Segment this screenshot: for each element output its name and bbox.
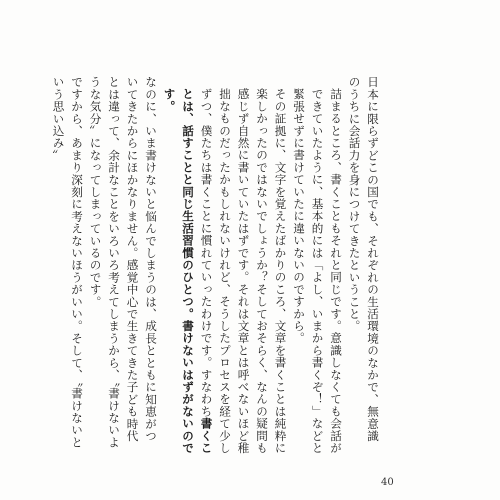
emphasis-text: 書くことは、話すことと同じ生活習慣のひとつ。書けないはずがないのです。: [162, 87, 214, 454]
paragraph-2: 詰まるところ、書くこともそれと同じです。意識しなくても会話ができていたように、基本的には「よし、いまから書くぞ！」などと緊張せずに書けていたに違いないのですから。: [292, 87, 343, 454]
paragraph-4: なのに、いま書けないと悩んでしまうのは、成長とともに知恵がついてきたからにほかなりません。感覚中心で生きてきた子ども時代とは違って、余計なことをいろいろ考えてしまうから、〝書けないような気分〟になってしまっているのです。: [88, 76, 158, 449]
paragraph-3: [160, 88, 290, 454]
paragraph-1: 日本に限らずどこの国でも、それぞれの生活環境のなかで、無意識のうちに会話力を身につけてきたということ。: [347, 76, 380, 442]
page-number: 40: [381, 477, 394, 488]
paragraph-3-text: その証拠に、文字を覚えたばかりのころ、文章を書くことは純粋に楽しかったのではないでしょうか？そしておそらく、なんの疑問も感じず自然に書いていたはずです。それは文章とは呼べないほど稚拙なものだったかもしれないけれど、そうしたプロセスを経て少しずつ、僕たちは書くことに慣れていったわけです。すなわち: [199, 87, 288, 454]
vertical-text-block: [51, 76, 382, 454]
paragraph-5: ですから、あまり深刻に考えないほうがいい。そして、〝書けないという思い込み〟: [51, 76, 84, 449]
